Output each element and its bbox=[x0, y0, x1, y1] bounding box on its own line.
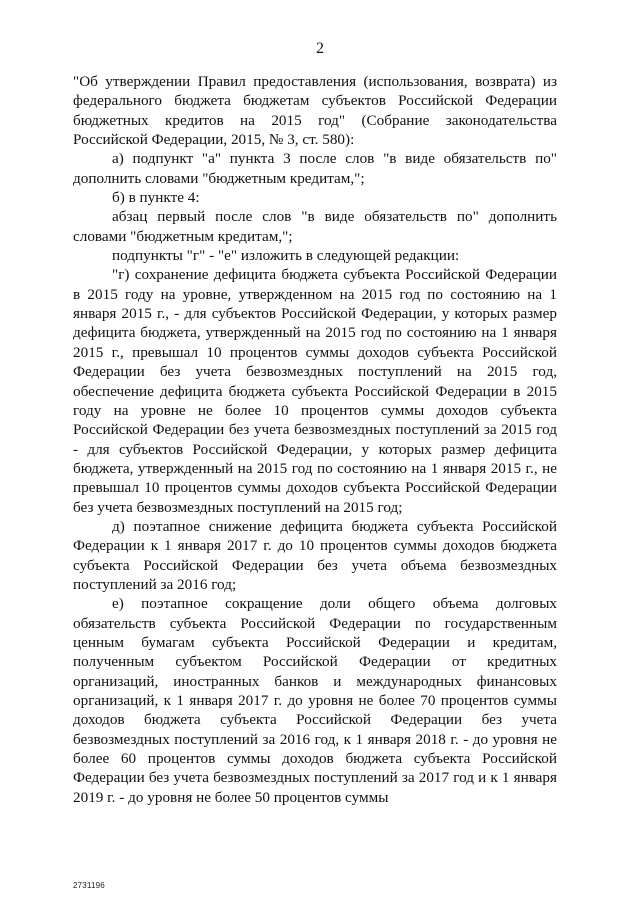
paragraph-decree-title: "Об утверждении Правил предоставления (использования, возврата) из федерального бюджета бюджетам субъектов Российской Федерации бюджетных кредитов на 2015 год" (Собрание законодательства Российской Федерации, 2015, № 3, ст. 580): bbox=[73, 73, 557, 149]
paragraph-subitem-g: "г) сохранение дефицита бюджета субъекта Российской Федерации в 2015 году на уровне, утвержденном на 2015 год по состоянию на 1 января 2015 г., - для субъектов Российской Федерации, у которых размер дефицита бюджета, утвержденный на 2015 год по состоянию на 1 января 2015 г., превышал 10 процентов суммы доходов субъекта Российской Федерации без учета безвозмездных поступлений на 2015 год, обеспечение дефицита бюджета субъекта Российской Федерации в 2015 году на уровне не более 10 процентов суммы доходов субъекта Российской Федерации без учета безвозмездных поступлений за 2015 год - для субъектов Российской Федерации, у которых размер дефицита бюджета, утвержденный на 2015 год по состоянию на 1 января 2015 г., не превышал 10 процентов суммы доходов субъекта Российской Федерации без учета безвозмездных поступлений на 2015 год; bbox=[73, 266, 557, 516]
paragraph-item-a: а) подпункт "а" пункта 3 после слов "в виде обязательств по" дополнить словами "бюджетным кредитам,"; bbox=[73, 150, 557, 187]
paragraph-first-abzac: абзац первый после слов "в виде обязательств по" дополнить словами "бюджетным кредитам,"; bbox=[73, 208, 557, 245]
paragraph-subitems-g-e: подпункты "г" - "е" изложить в следующей редакции: bbox=[112, 247, 460, 265]
paragraph-item-b: б) в пункте 4: bbox=[112, 189, 200, 207]
paragraph-subitem-d: д) поэтапное снижение дефицита бюджета субъекта Российской Федерации к 1 января 2017 г. до 10 процентов суммы доходов бюджета субъекта Российской Федерации без учета объема безвозмездных поступлений за 2016 год; bbox=[73, 517, 557, 593]
document-body bbox=[73, 72, 557, 807]
paragraph-subitem-e: е) поэтапное сокращение доли общего объема долговых обязательств субъекта Российской Федерации по государственным ценным бумагам субъекта Российской Федерации и кредитам, полученным субъектом Российской Федерации от кредитных организаций, иностранных банков и международных финансовых организаций, к 1 января 2017 г. до уровня не более 70 процентов суммы доходов бюджета субъекта Российской Федерации без учета безвозмездных поступлений за 2016 год, к 1 января 2018 г. - до уровня не более 60 процентов суммы доходов бюджета субъекта Российской Федерации без учета безвозмездных поступлений за 2017 год и к 1 января 2019 г. - до уровня не более 50 процентов суммы bbox=[73, 595, 557, 806]
document-code: 2731196 bbox=[73, 881, 105, 890]
page-number: 2 bbox=[316, 40, 324, 57]
